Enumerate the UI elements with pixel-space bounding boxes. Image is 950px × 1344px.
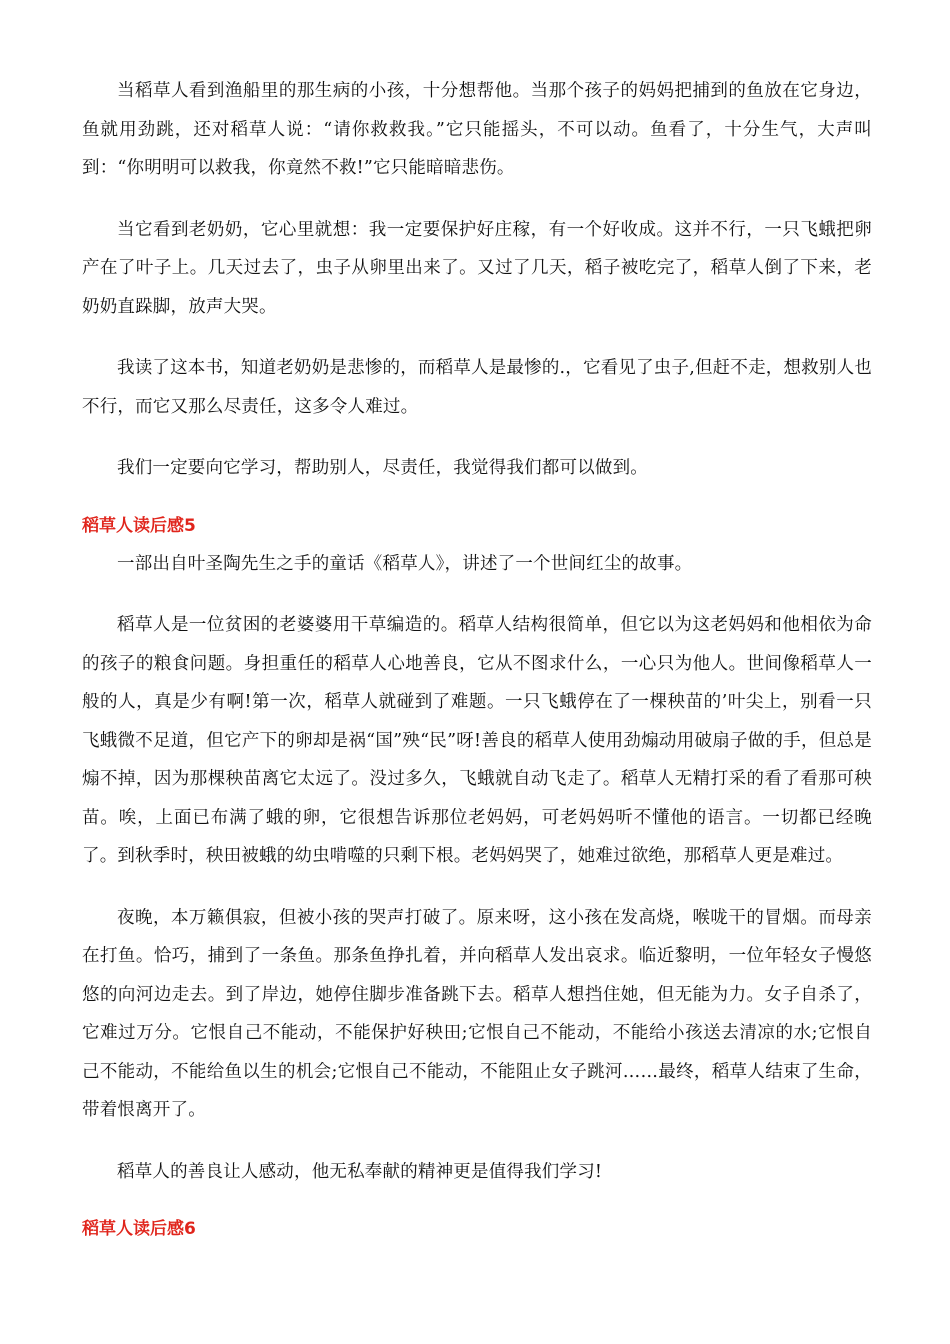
paragraph-conclusion: 我们一定要向它学习，帮助别人，尽责任，我觉得我们都可以做到。 — [117, 458, 648, 478]
section5-paragraph-night: 夜晚，本万籁俱寂，但被小孩的哭声打破了。原来呀，这小孩在发高烧，喉咙干的冒烟。而母亲在打鱼。恰巧，捕到了一条鱼。那条鱼挣扎着，并向稻草人发出哀求。临近黎明，一位年轻女子慢悠悠的向河边走去。到了岸边，她停住脚步准备跳下去。稻草人想挡住她，但无能为力。女子自杀了，它难过万分。它恨自己不能动，不能保护好秧田;它恨自己不能动，不能给小孩送去清凉的水;它恨自己不能动，不能给鱼以生的机会;它恨自己不能动，不能阻止女子跳河……最终，稻草人结束了生命，带着恨离开了。 — [82, 907, 872, 1120]
section-heading-6: 稻草人读后感6 — [82, 1219, 196, 1239]
paragraph-grandma: 当它看到老奶奶，它心里就想：我一定要保护好庄稼，有一个好收成。这并不行，一只飞蛾把卵产在了叶子上。几天过去了，虫子从卵里出来了。又过了几天，稻子被吃完了，稻草人倒了下来，老奶奶直跺脚，放声大哭。 — [82, 219, 872, 317]
section5-paragraph-story: 稻草人是一位贫困的老婆婆用干草编造的。稻草人结构很简单，但它以为这老妈妈和他相依为命的孩子的粮食问题。身担重任的稻草人心地善良，它从不图求什么，一心只为他人。世间像稻草人一般的人，真是少有啊!第一次，稻草人就碰到了难题。一只飞蛾停在了一棵秧苗的’叶尖上，别看一只飞蛾微不足道，但它产下的卵却是祸“国”殃“民”呀!善良的稻草人使用劲煽动用破扇子做的手，但总是煽不掉，因为那棵秧苗离它太远了。没过多久，飞蛾就自动飞走了。稻草人无精打采的看了看那可秧苗。唉，上面已布满了蛾的卵，它很想告诉那位老妈妈，可老妈妈听不懂他的语言。一切都已经晚了。到秋季时，秧田被蛾的幼虫啃噬的只剩下根。老妈妈哭了，她难过欲绝，那稻草人更是难过。 — [82, 615, 872, 866]
section5-paragraph-intro: 一部出自叶圣陶先生之手的童话《稻草人》，讲述了一个世间红尘的故事。 — [117, 553, 693, 574]
paragraph-reflection: 我读了这本书，知道老奶奶是悲惨的，而稻草人是最惨的.，它看见了虫子,但赶不走，想救别人也不行，而它又那么尽责任，这多令人难过。 — [82, 358, 872, 417]
section-heading-5: 稻草人读后感5 — [82, 515, 196, 536]
section5-paragraph-closing: 稻草人的善良让人感动，他无私奉献的精神更是值得我们学习! — [117, 1161, 603, 1182]
paragraph-fisherboat: 当稻草人看到渔船里的那生病的小孩，十分想帮他。当那个孩子的妈妈把捕到的鱼放在它身边，鱼就用劲跳，还对稻草人说：“请你救救我。”它只能摇头，不可以动。鱼看了，十分生气，大声叫到：“你明明可以救我，你竟然不救!”它只能暗暗悲伤。 — [82, 81, 872, 178]
document-page — [82, 72, 872, 1248]
